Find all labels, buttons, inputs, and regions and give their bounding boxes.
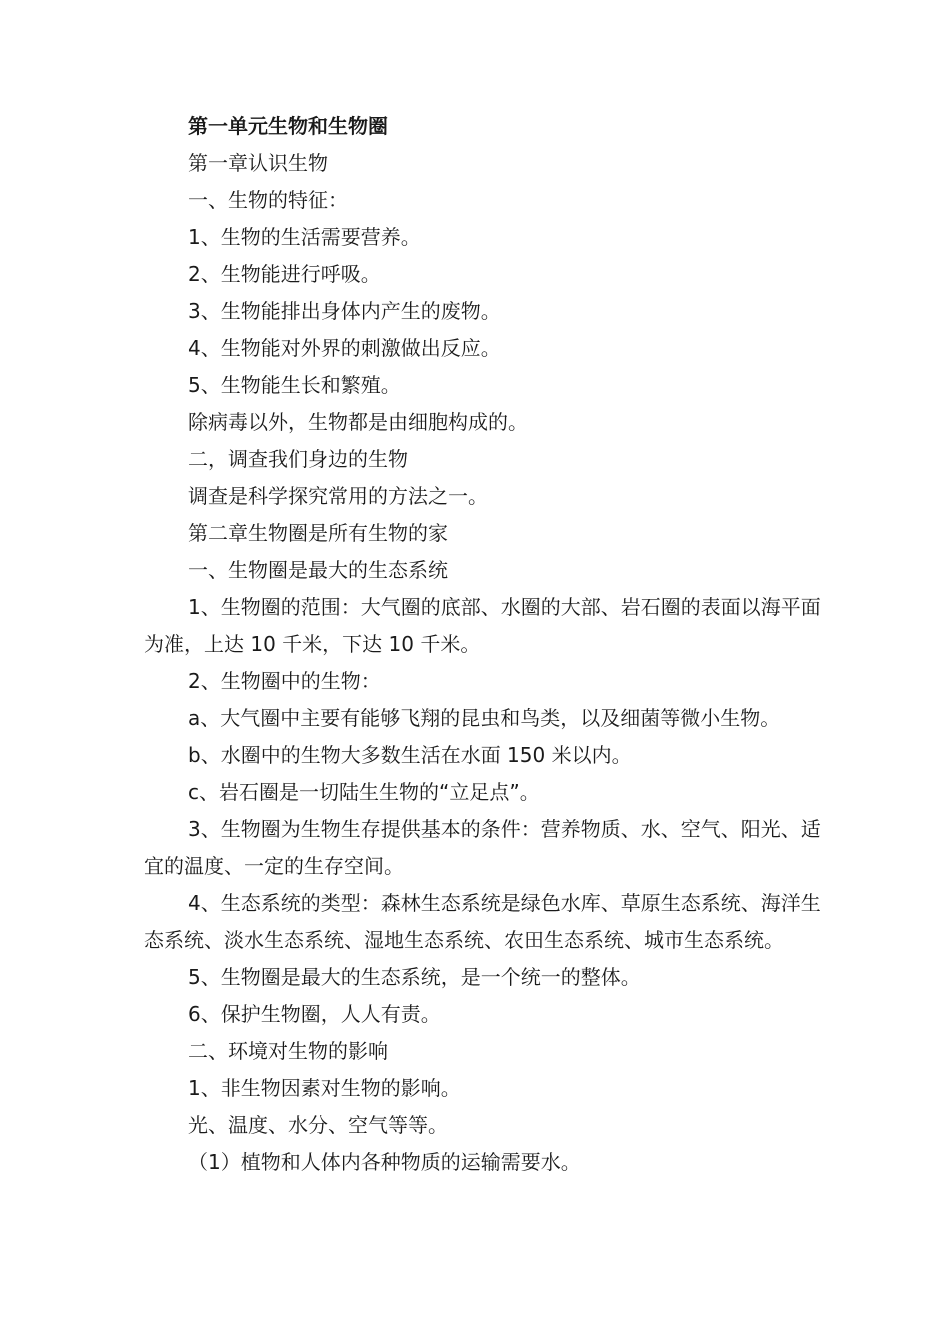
list-item: 2、生物圈中的生物：	[188, 669, 381, 693]
chapter-heading: 第二章生物圈是所有生物的家	[188, 521, 448, 545]
section-heading: 二、环境对生物的影响	[188, 1039, 388, 1063]
list-item: 3、生物圈为生物生存提供基本的条件：营养物质、水、空气、阳光、适宜的温度、一定的生存空间。	[144, 817, 821, 878]
list-item: c、岩石圈是一切陆生生物的“立足点”。	[188, 780, 540, 804]
list-item: （1）植物和人体内各种物质的运输需要水。	[188, 1150, 581, 1174]
section-heading: 一、生物圈是最大的生态系统	[188, 558, 448, 582]
chapter-heading: 第一章认识生物	[188, 151, 328, 175]
list-item: 5、生物圈是最大的生态系统，是一个统一的整体。	[188, 965, 641, 989]
list-item: 3、生物能排出身体内产生的废物。	[188, 299, 501, 323]
body-paragraph: 调查是科学探究常用的方法之一。	[188, 484, 488, 508]
list-item: 5、生物能生长和繁殖。	[188, 373, 401, 397]
list-item: b、水圈中的生物大多数生活在水面 150 米以内。	[188, 743, 632, 767]
section-heading: 二，调查我们身边的生物	[188, 447, 408, 471]
list-item: 1、生物的生活需要营养。	[188, 225, 421, 249]
document-body	[144, 108, 824, 1181]
body-paragraph: 光、温度、水分、空气等等。	[188, 1113, 448, 1137]
list-item: 6、保护生物圈，人人有责。	[188, 1002, 441, 1026]
unit-title: 第一单元生物和生物圈	[188, 114, 388, 138]
body-paragraph: 除病毒以外，生物都是由细胞构成的。	[188, 410, 528, 434]
list-item: 4、生态系统的类型：森林生态系统是绿色水库、草原生态系统、海洋生态系统、淡水生态系统、湿地生态系统、农田生态系统、城市生态系统。	[144, 891, 821, 952]
section-heading: 一、生物的特征：	[188, 188, 348, 212]
list-item: 4、生物能对外界的刺激做出反应。	[188, 336, 501, 360]
list-item: 2、生物能进行呼吸。	[188, 262, 381, 286]
list-item: 1、生物圈的范围：大气圈的底部、水圈的大部、岩石圈的表面以海平面为准，上达 10 千米，下达 10 千米。	[144, 595, 821, 656]
list-item: 1、非生物因素对生物的影响。	[188, 1076, 461, 1100]
list-item: a、大气圈中主要有能够飞翔的昆虫和鸟类，以及细菌等微小生物。	[188, 706, 781, 730]
